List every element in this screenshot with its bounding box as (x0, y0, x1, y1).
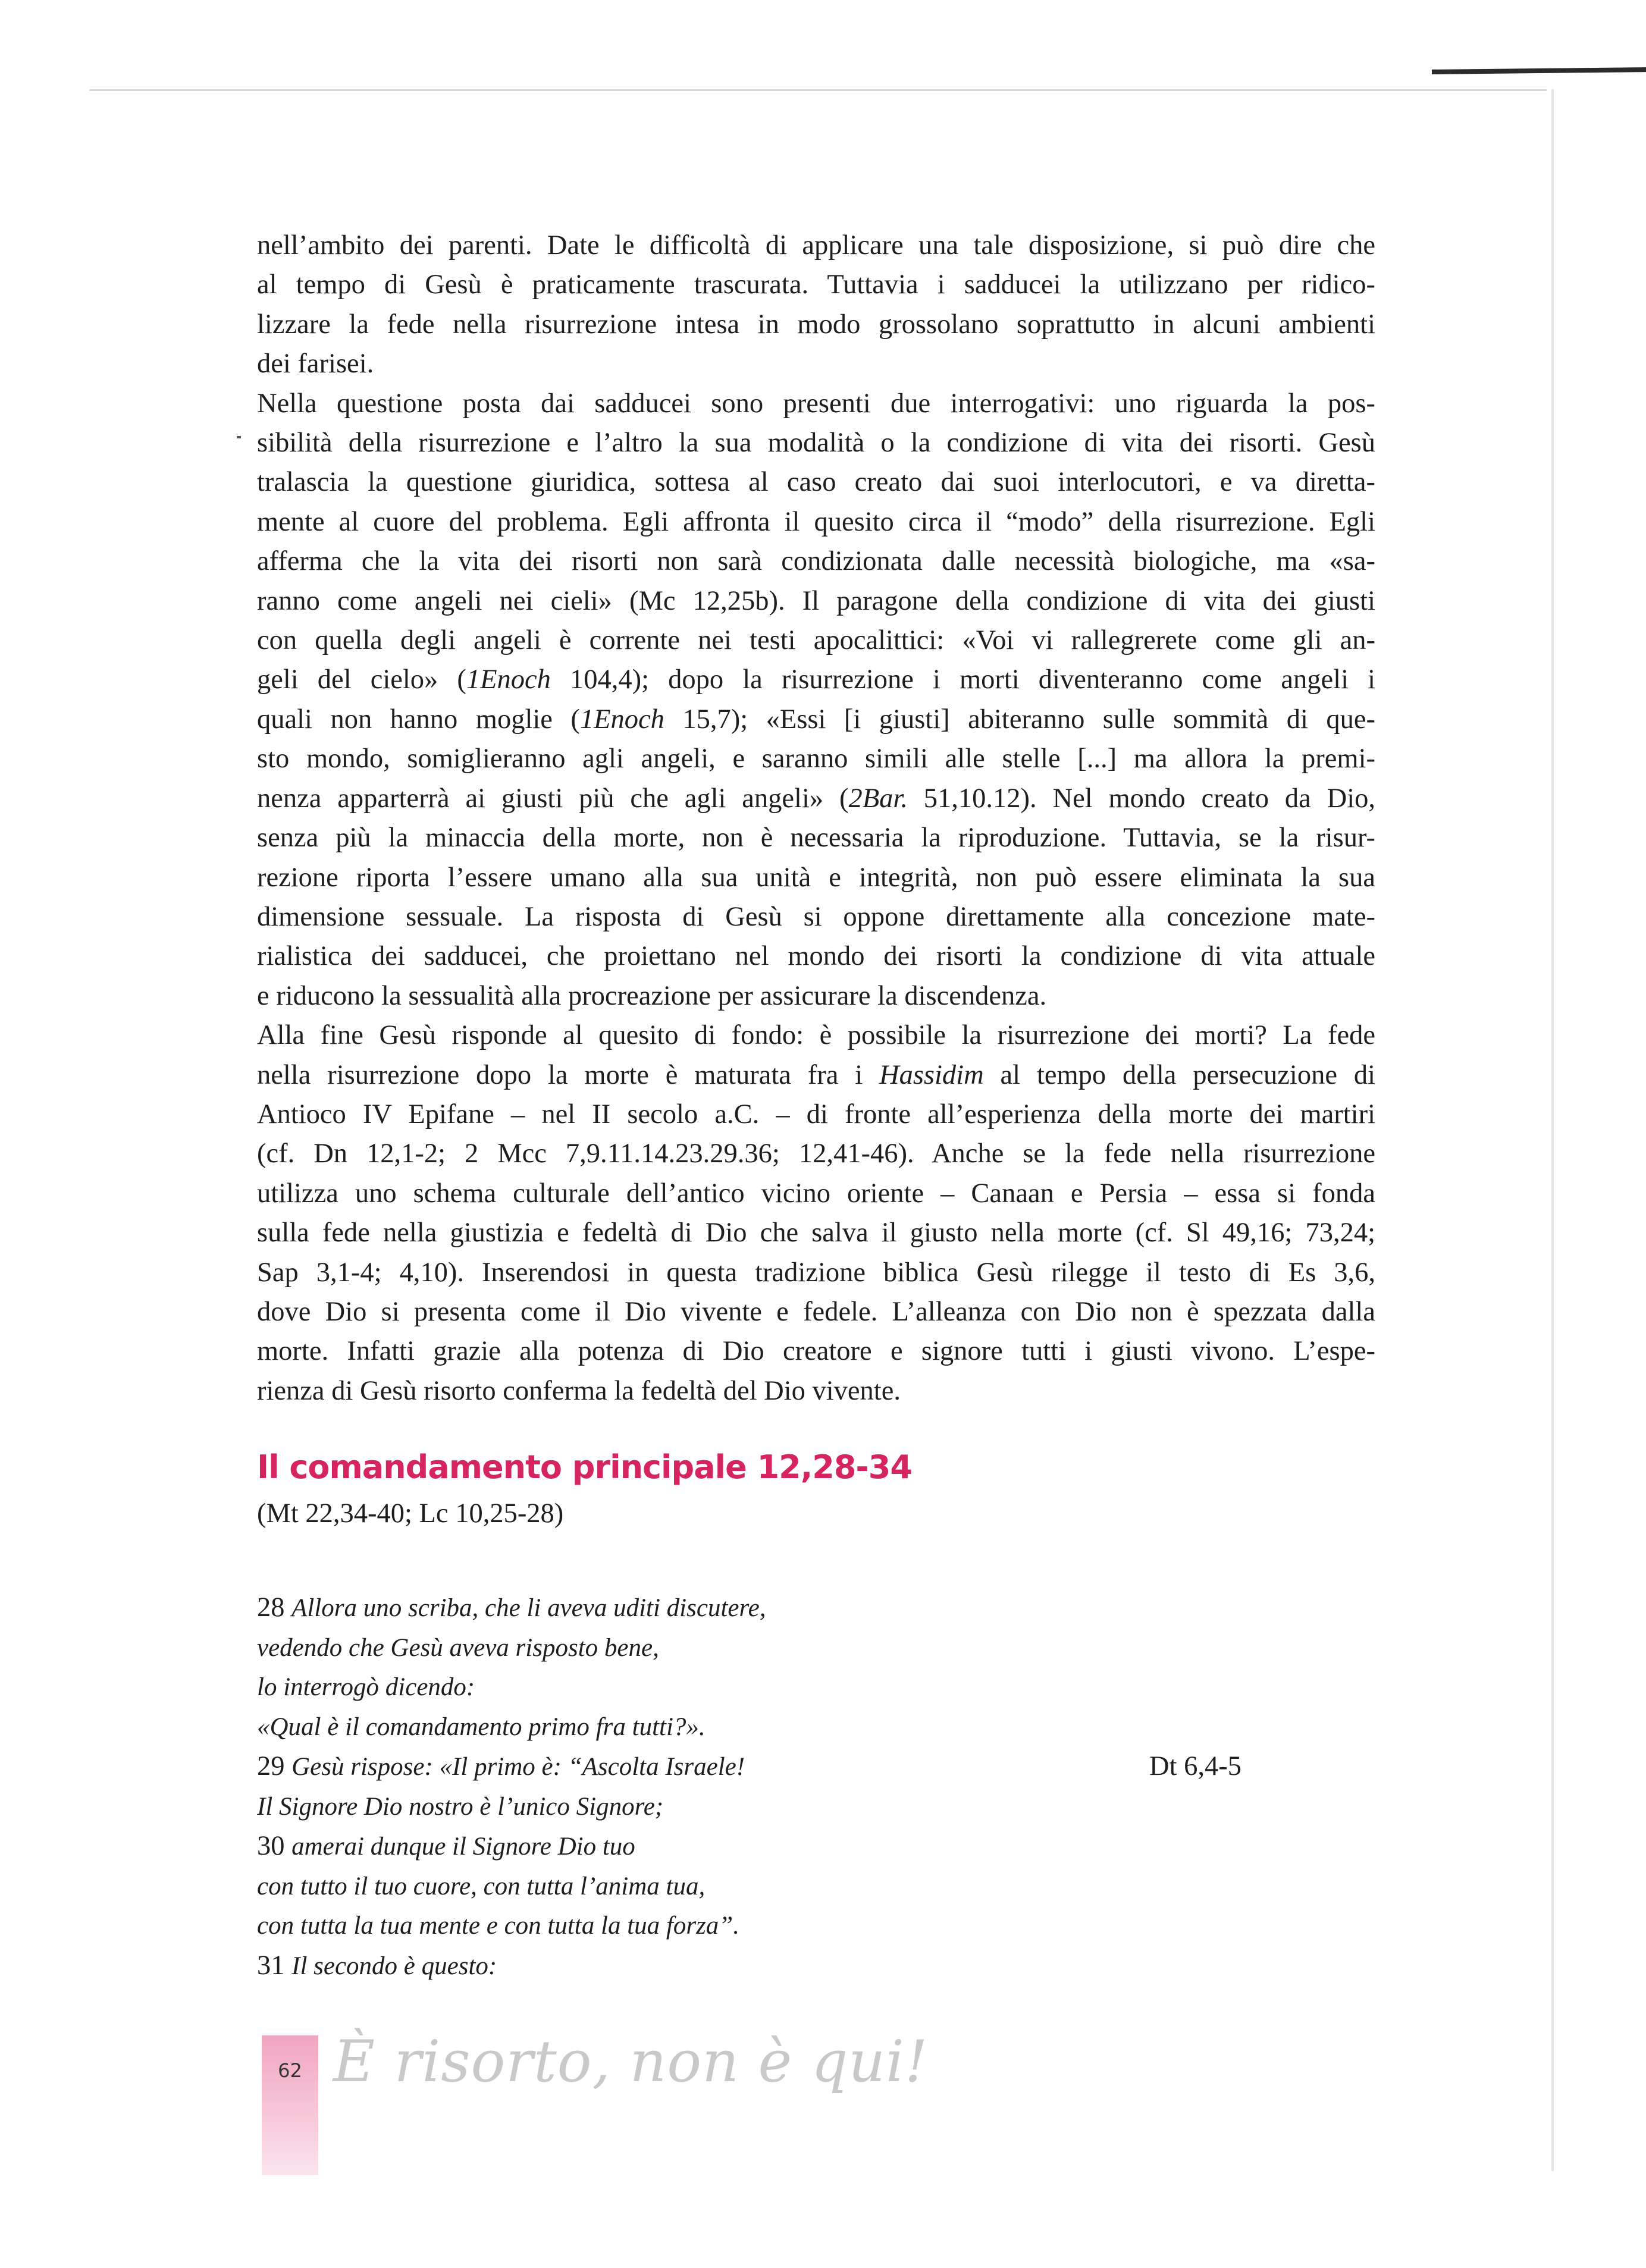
verse-line (257, 1588, 1239, 1629)
body-line: senza più la minaccia della morte, non è necessaria la riproduzione. Tuttavia, se la risur- (257, 823, 1375, 854)
verse-text: Il secondo è questo: (291, 1952, 497, 1980)
verse-text: Il Signore Dio nostro è l’unico Signore; (257, 1792, 664, 1821)
verse-text: vedendo che Gesù aveva risposto bene, (257, 1633, 659, 1662)
verse-text: lo interrogò dicendo: (257, 1673, 475, 1701)
verse-text: con tutto il tuo cuore, con tutta l’anima tua, (257, 1872, 706, 1900)
body-line: nella risurrezione dopo la morte è maturata fra i Hassidim al tempo della persecuzione di (257, 1059, 1375, 1090)
body-line: nenza apparterrà ai giusti più che agli angeli» (2Bar. 51,10.12). Nel mondo creato da Dio, (257, 783, 1375, 814)
parallel-references: (Mt 22,34-40; Lc 10,25-28) (257, 1498, 564, 1529)
verse-line (257, 1946, 1239, 1987)
verse-number: 28 (257, 1592, 292, 1623)
verse-line (257, 1708, 1239, 1748)
body-line: (cf. Dn 12,1-2; 2 Mcc 7,9.11.14.23.29.36; 12,41-46). Anche se la fede nella risurrezione (257, 1138, 1375, 1169)
body-line: sibilità della risurrezione e l’altro la sua modalità o la condizione di vita dei risorti. Gesù (257, 428, 1375, 459)
body-line: quali non hanno moglie (1Enoch 15,7); «Essi [i giusti] abiteranno sulle sommità di que- (257, 704, 1375, 735)
body-line: dei farisei. (257, 349, 374, 379)
footer-accent-bar (262, 2035, 318, 2175)
body-line: Antioco IV Epifane – nel II secolo a.C. – di fronte all’esperienza della morte dei martiri (257, 1099, 1375, 1130)
body-line: rienza di Gesù risorto conferma la fedeltà del Dio vivente. (257, 1375, 901, 1406)
body-line: morte. Infatti grazie alla potenza di Dio creatore e signore tutti i giusti vivono. L’espe- (257, 1336, 1375, 1367)
verse-line (257, 1629, 1239, 1668)
body-line: e riducono la sessualità alla procreazione per assicurare la discendenza. (257, 980, 1047, 1011)
verse-line (257, 1747, 1239, 1787)
section-heading: Il comandamento principale 12,28-34 (257, 1448, 912, 1486)
verse-number: 29 (257, 1751, 292, 1781)
body-line: rialistica dei sadducei, che proiettano nel mondo dei risorti la condizione di vita attuale (257, 941, 1375, 972)
verse-line (257, 1668, 1239, 1708)
body-line: rezione riporta l’essere umano alla sua unità e integrità, non può essere eliminata la sua (257, 862, 1375, 893)
body-line: lizzare la fede nella risurrezione intesa in modo grossolano soprattutto in alcuni ambienti (257, 309, 1375, 340)
page-number: 62 (278, 2059, 302, 2082)
running-title: È risorto, non è qui! (333, 2028, 929, 2095)
verse-line (257, 1827, 1239, 1867)
verse-text: con tutta la tua mente e con tutta la tua forza”. (257, 1912, 739, 1940)
page-edge-top (89, 89, 1547, 91)
body-line: con quella degli angeli è corrente nei testi apocalittici: «Voi vi rallegrerete come gli an- (257, 625, 1375, 656)
body-line: geli del cielo» (1Enoch 104,4); dopo la risurrezione i morti diventeranno come angeli i (257, 664, 1375, 695)
scan-speck (237, 436, 241, 438)
page-edge-right (1551, 89, 1554, 2171)
verse-text: Gesù rispose: «Il primo è: “Ascolta Israele! (291, 1753, 745, 1781)
body-line: dove Dio si presenta come il Dio vivente e fedele. L’alleanza con Dio non è spezzata dalla (257, 1296, 1375, 1327)
scripture-verses (257, 1588, 1239, 1986)
verse-text: Allora uno scriba, che li aveva uditi discutere, (291, 1594, 766, 1622)
body-line: dimensione sessuale. La risposta di Gesù si oppone direttamente alla concezione mate- (257, 901, 1375, 932)
verse-line (257, 1867, 1239, 1907)
body-text (257, 226, 1375, 1411)
verse-cross-reference: Dt 6,4-5 (1149, 1751, 1241, 1781)
verse-text: «Qual è il comandamento primo fra tutti?». (257, 1712, 706, 1741)
body-line: utilizza uno schema culturale dell’antico vicino oriente – Canaan e Persia – essa si fonda (257, 1178, 1375, 1209)
body-line: al tempo di Gesù è praticamente trascurata. Tuttavia i sadducei la utilizzano per ridico- (257, 269, 1375, 300)
scan-edge-mark (1432, 67, 1646, 74)
body-line: sto mondo, somiglieranno agli angeli, e saranno simili alle stelle [...] ma allora la premi- (257, 744, 1375, 774)
verse-number: 31 (257, 1950, 292, 1981)
body-line: tralascia la questione giuridica, sottesa al caso creato dai suoi interlocutori, e va diretta- (257, 467, 1375, 498)
body-line: ranno come angeli nei cieli» (Mc 12,25b). Il paragone della condizione di vita dei giusti (257, 585, 1375, 616)
verse-text: amerai dunque il Signore Dio tuo (291, 1833, 635, 1861)
body-line: sulla fede nella giustizia e fedeltà di Dio che salva il giusto nella morte (cf. Sl 49,16; 73,24; (257, 1218, 1375, 1249)
verse-line (257, 1906, 1239, 1946)
body-line: Sap 3,1-4; 4,10). Inserendosi in questa tradizione biblica Gesù rilegge il testo di Es 3,6, (257, 1257, 1375, 1288)
body-line: afferma che la vita dei risorti non sarà condizionata dalle necessità biologiche, ma «sa- (257, 546, 1375, 577)
verse-number: 30 (257, 1831, 292, 1861)
verse-line (257, 1787, 1239, 1827)
body-line: Alla fine Gesù risponde al quesito di fondo: è possibile la risurrezione dei morti? La fede (257, 1020, 1375, 1051)
body-line: nell’ambito dei parenti. Date le difficoltà di applicare una tale disposizione, si può dire che (257, 230, 1375, 261)
body-line: Nella questione posta dai sadducei sono presenti due interrogativi: uno riguarda la pos- (257, 388, 1375, 419)
body-line: mente al cuore del problema. Egli affronta il quesito circa il “modo” della risurrezione. Egli (257, 506, 1375, 537)
